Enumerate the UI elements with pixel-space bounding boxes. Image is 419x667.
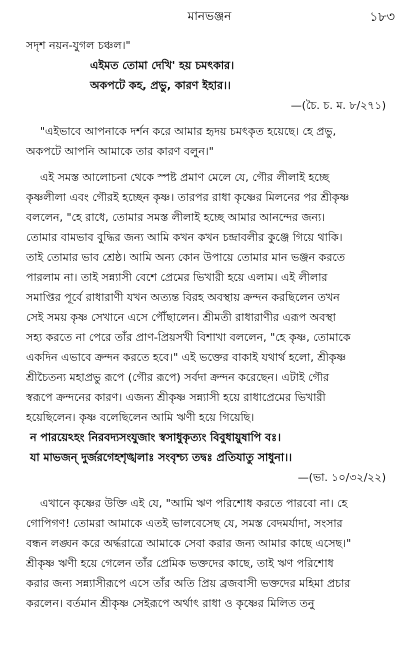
text-line: হয়েছিলেন। কৃষ্ণ বলেছিলেন আমি ঋণী হয়ে গিয়েছি। <box>26 411 255 424</box>
sanskrit-verse-line: ন পারয়েঽহং নিরবদ্যসংযুজাং স্বসাধুকৃত্যং বিবুধায়ুষাপি বঃ। <box>30 431 281 444</box>
text-line: "এইভাবে আপনাকে দর্শন করে আমার হৃদয় চমৎকৃত হয়েছে। হে প্রভু, <box>40 125 337 138</box>
text-line: সহ্য করতে না পেরে তাঁর প্রাণ-প্রিয়সখী বিশাখা বললেন, "হে কৃষ্ণ, তোমাকে <box>26 331 351 344</box>
text-line: সেই সময় কৃষ্ণ সেখানে এসে পৌঁছালেন। শ্রীমতী রাধারাণীর এরূপ অবস্থা <box>26 311 336 324</box>
text-line: বললেন, "হে রাধে, তোমার সমস্ত লীলাই হচ্ছে আমার আনন্দের জন্য। <box>26 211 326 224</box>
text-line: পারলাম না। তাই সন্ন্যাসী বেশে প্রেমের ভিখারী হয়ে এলাম। এই লীলার <box>26 271 328 284</box>
verse-line: অকপটে কহ, প্রভু, কারণ ইহার।। <box>90 79 231 92</box>
text-line: শ্রীচৈতন্য মহাপ্রভু রূপে (গৌর রূপে) সর্বদা ক্রন্দন করেছেন। এটাই গৌর <box>26 371 330 384</box>
text-line: শ্রীকৃষ্ণ ঋণী হয়ে গেলেন তাঁর প্রেমিক ভক্তদের কাছে, তাই ঋণ পরিশোধ <box>26 557 334 570</box>
text-line: গোপিগণ! তোমরা আমাকে এতই ভালবেসেছ যে, সমস্ত বেদমর্যাদা, সংসার <box>26 517 343 530</box>
text-line: সমাপ্তির পূর্বে রাধারাণী যখন অত্যন্ত বিরহ অবস্থায় ক্রন্দন করছিলেন তখন <box>26 291 340 304</box>
verse-citation: —(চৈ. চ. ম. ৮/২৭১) <box>290 99 386 112</box>
text-line: একদিন এভাবে ক্রন্দন করতে হবে।" এই ভক্তের বাকাই যথার্থ হলো, শ্রীকৃষ্ণ <box>26 351 347 364</box>
text-line: বন্ধন লঙ্ঘন করে অর্দ্ধরাত্রে আমাকে সেবা করার জন্য আমার কাছে এসেছ।" <box>26 537 352 550</box>
text-line: এখানে কৃষ্ণের উক্তি এই যে, "আমি ঋণ পরিশোধ করতে পারবো না। হে <box>40 497 348 510</box>
body-text <box>26 36 396 614</box>
verse-citation: —(ভা. ১০/৩২/২২) <box>297 471 386 484</box>
text-line: এই সমস্ত আলোচনা থেকে স্পষ্ট প্রমাণ মেলে যে, গৌর লীলাই হচ্ছে <box>40 171 330 184</box>
page-header <box>0 8 419 30</box>
sanskrit-verse-line: যা মাভজন্ দুর্জরগেহশৃঙ্খলাঃ সংবৃশ্চ্য তদ্বঃ প্রতিযাতু সাধুনা।। <box>30 451 292 464</box>
running-head: মানভঞ্জন <box>187 9 232 23</box>
text-line: অকপটে আপনি আমাকে তার কারণ বলুন।" <box>26 145 214 158</box>
text-line: করার জন্য সন্ন্যাসীরূপে এসে তাঁর অতি প্রিয় ব্রজবাসী ভক্তদের মহিমা প্রচার <box>26 577 351 590</box>
text-line: স্বরূপে ক্রন্দনের কারণ। এজন্য শ্রীকৃষ্ণ সন্ন্যাসী হয়ে রাধাপ্রেমের ভিখারী <box>26 391 326 404</box>
text-line: কৃষ্ণলীলা এবং গৌরই হচ্ছেন কৃষ্ণ। তারপর রাধা কৃষ্ণের মিলনের পর শ্রীকৃষ্ণ <box>26 191 350 204</box>
text-line: তাই তোমার ভাব শ্রেষ্ঠ। আমি অন্য কোন উপায়ে তোমার মান ভঞ্জন করতে <box>26 251 346 264</box>
text-line: করলেন। বর্তমান শ্রীকৃষ্ণ সেইরূপে অর্থাৎ রাধা ও কৃষ্ণের মিলিত তনু <box>26 597 315 610</box>
text-line: তোমার বামভাব বুদ্ধির জন্য আমি কখন কখন চন্দ্রাবলীর কুঞ্জে গিয়ে থাকি। <box>26 231 343 244</box>
page-number: ১৮৩ <box>369 10 395 25</box>
text-line: সদৃশ নয়ন-যুগল চঞ্চল।" <box>26 39 131 52</box>
verse-line: এইমত তোমা দেখি' হয় চমৎকার। <box>90 59 235 72</box>
